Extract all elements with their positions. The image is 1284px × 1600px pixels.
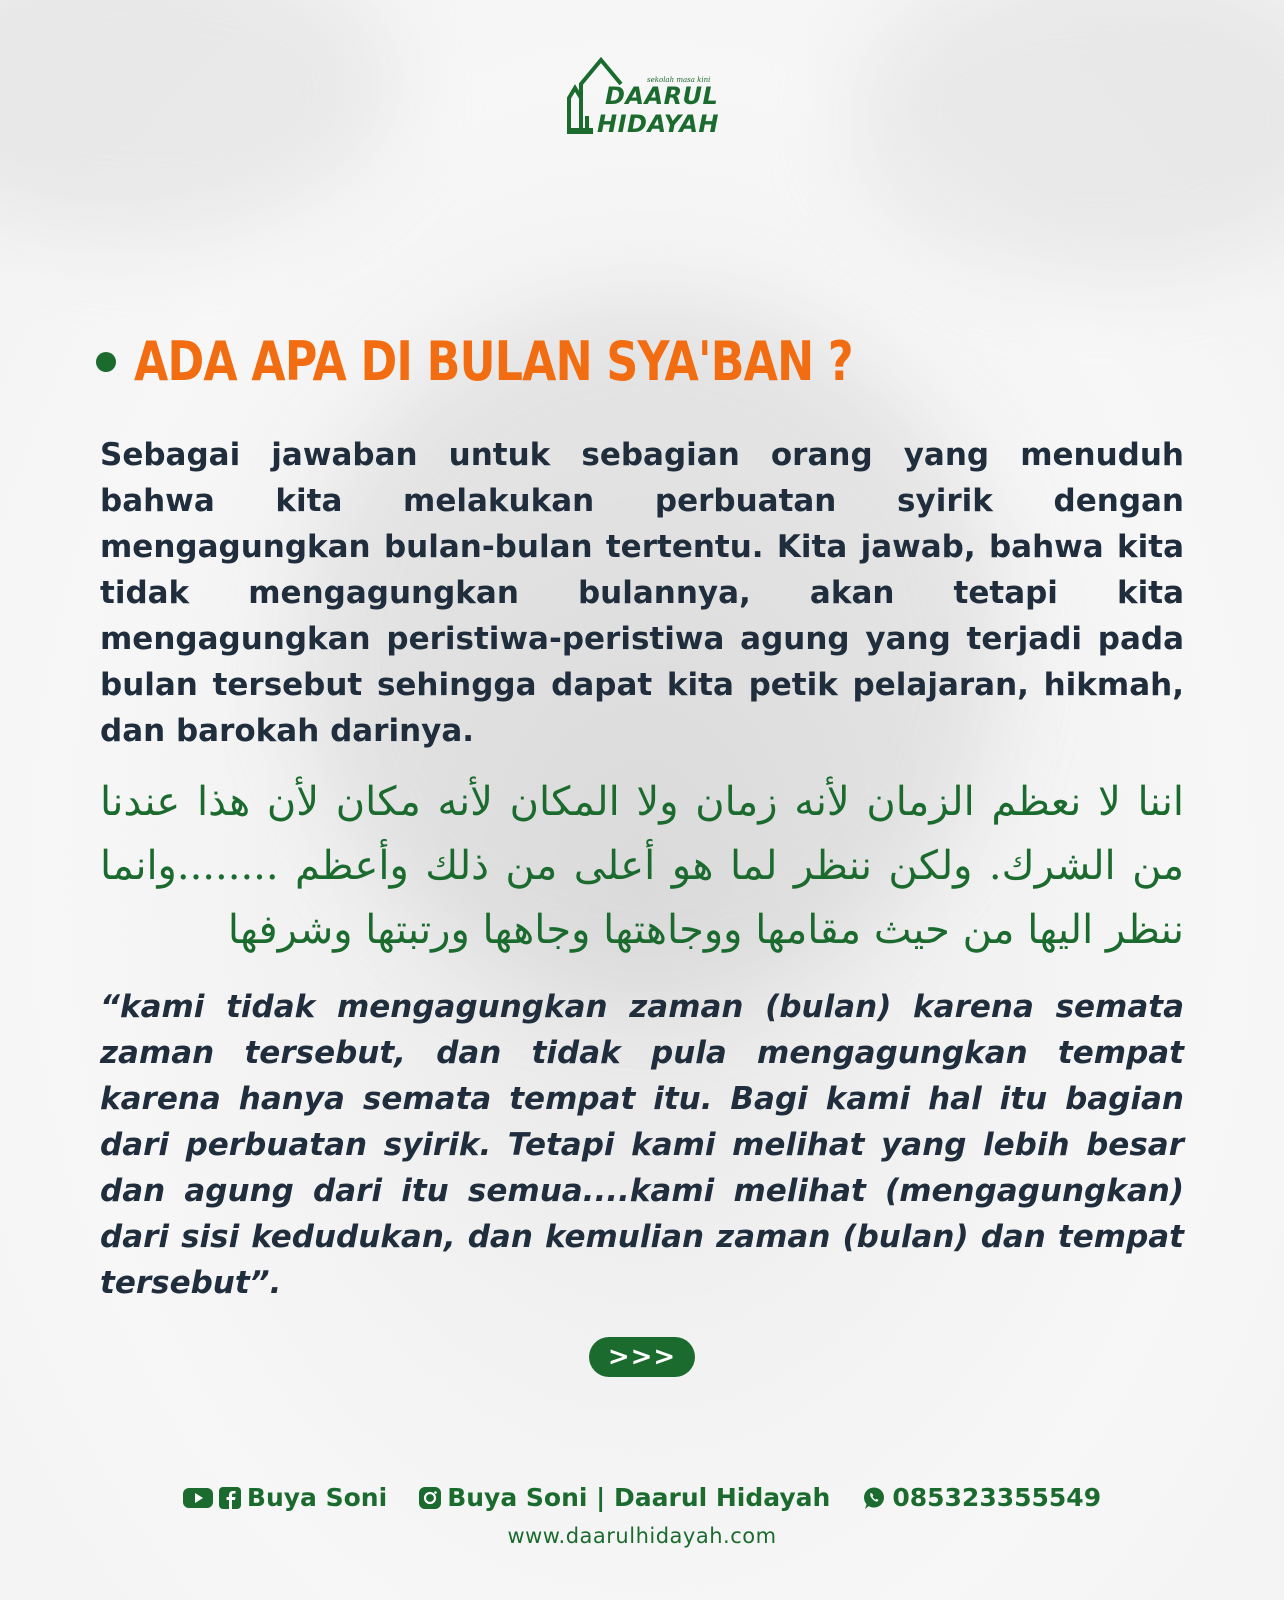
footer-social-instagram[interactable] xyxy=(419,1483,830,1512)
instagram-icon xyxy=(419,1487,441,1509)
phone-number: 085323355549 xyxy=(892,1483,1102,1512)
youtube-icon xyxy=(183,1487,213,1509)
logo-tagline: sekolah masa kini xyxy=(647,76,711,84)
logo-line-1: DAARUL xyxy=(605,82,719,110)
arabic-quote: اننا لا نعظم الزمان لأنه زمان ولا المكان لأنه مكان لأن هذا عندنا من الشرك. ولكن ننظر لما هو أعلى من ذلك وأعظم ........وانما ننظر اليها من حيث مقامها ووجاهتها وجاهها ورتبتها وشرفها xyxy=(100,779,1184,953)
page-title: ADA APA DI BULAN SYA'BAN ? xyxy=(134,330,853,393)
translation-paragraph: “kami tidak mengagungkan zaman (bulan) karena semata zaman tersebut, dan tidak pula mengagungkan tempat karena hanya semata tempat itu. Bagi kami hal itu bagian dari perbuatan syirik. Tetapi kami melihat yang lebih besar dan agung dari itu semua....kami melihat (mengagungkan) dari sisi kedudukan, dan kemulian zaman (bulan) dan tempat tersebut”. xyxy=(100,989,1184,1301)
facebook-icon xyxy=(219,1487,241,1509)
footer-contacts xyxy=(0,1483,1284,1512)
background-blur-shape xyxy=(0,0,400,240)
daarul-hidayah-logo xyxy=(565,52,725,142)
website-link[interactable]: www.daarulhidayah.com xyxy=(507,1524,777,1548)
next-button[interactable]: >>> xyxy=(589,1337,695,1377)
logo-line-2: HIDAYAH xyxy=(597,110,719,138)
footer-whatsapp[interactable] xyxy=(862,1483,1101,1512)
title-bullet xyxy=(96,352,116,372)
background-blur-shape xyxy=(850,0,1284,280)
social-name-2: Buya Soni | Daarul Hidayah xyxy=(447,1483,831,1512)
title-row xyxy=(96,330,1011,393)
social-name-1: Buya Soni xyxy=(246,1483,388,1512)
footer-social-youtube-facebook[interactable] xyxy=(183,1483,387,1512)
intro-paragraph: Sebagai jawaban untuk sebagian orang yang menuduh bahwa kita melakukan perbuatan syirik dengan mengagungkan bulan-bulan tertentu. Kita jawab, bahwa kita tidak mengagungkan bulannya, akan tetapi kita mengagungkan peristiwa-peristiwa agung yang terjadi pada bulan tersebut sehingga dapat kita petik pelajaran, hikmah, dan barokah darinya. xyxy=(100,437,1184,749)
whatsapp-icon xyxy=(862,1486,886,1510)
